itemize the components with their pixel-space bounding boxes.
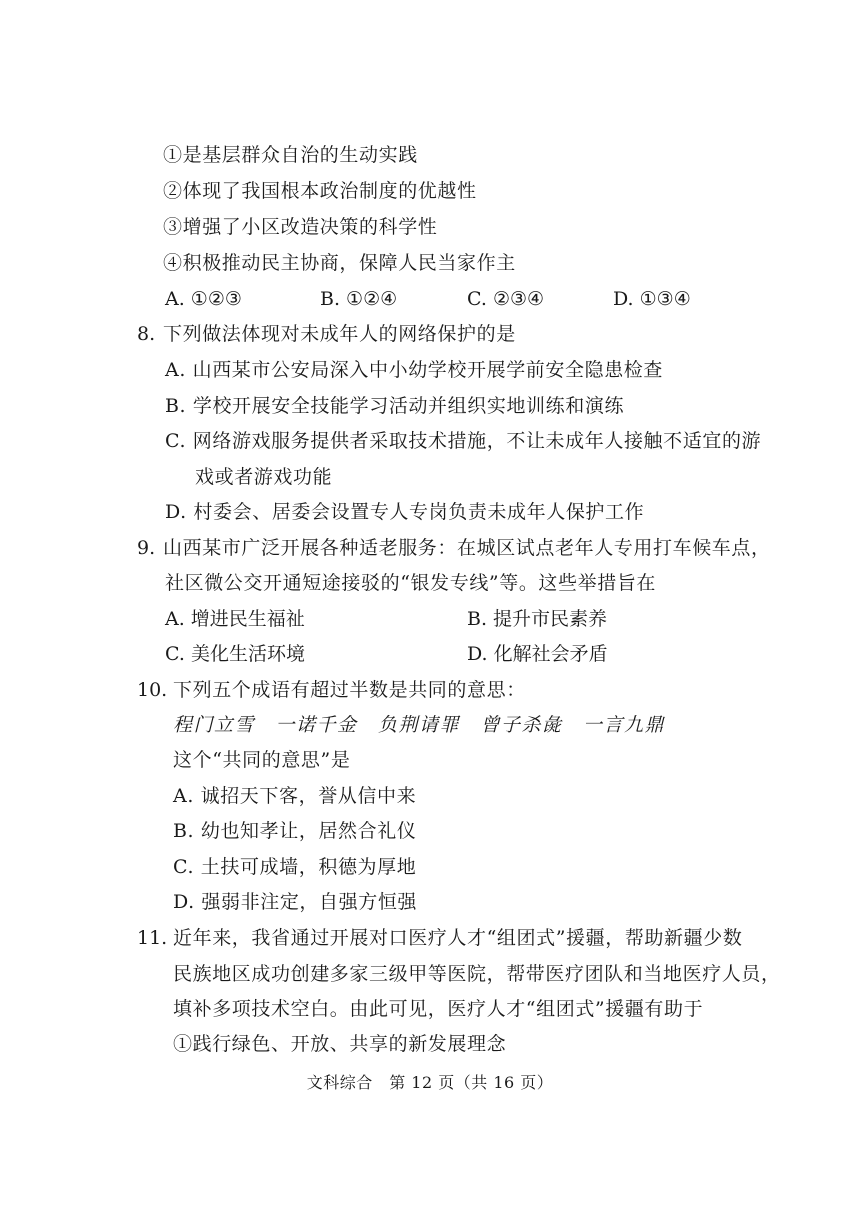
q11-stem-line-1: 近年来，我省通过开展对口医疗人才“组团式”援疆，帮助新疆少数: [173, 927, 743, 949]
q8-option-c-continued: 戏或者游戏功能: [195, 466, 333, 488]
q7-option-c: C. ②③④: [467, 288, 545, 310]
q8-stem: 下列做法体现对未成年人的网络保护的是: [163, 323, 516, 345]
q9-option-b: B. 提升市民素养: [467, 608, 608, 630]
q9-options-row-1: [0, 606, 860, 632]
q8-option-c: C. 网络游戏服务提供者采取技术措施，不让未成年人接触不适宜的游: [165, 430, 762, 452]
q10-stem: 下列五个成语有超过半数是共同的意思：: [173, 679, 526, 701]
page-footer: 文科综合 第 12 页（共 16 页）: [306, 1073, 554, 1092]
q8-option-d: D. 村委会、居委会设置专人专岗负责未成年人保护工作: [165, 501, 645, 523]
q10-option-a: A. 诚招天下客，誉从信中来: [173, 785, 417, 807]
q9-stem-line-1: 山西某市广泛开展各种适老服务：在城区试点老年人专用打车候车点，: [163, 537, 771, 559]
q9-option-d: D. 化解社会矛盾: [467, 643, 608, 665]
q9-option-a: A. 增进民生福祉: [165, 608, 305, 630]
q11-stem-line-2: 民族地区成功创建多家三级甲等医院，帮带医疗团队和当地医疗人员，: [173, 963, 781, 985]
q11-stem-line-3: 填补多项技术空白。由此可见，医疗人才“组团式”援疆有助于: [173, 998, 704, 1020]
q7-statement-4: ④积极推动民主协商，保障人民当家作主: [163, 252, 516, 274]
q10-number: 10.: [137, 679, 168, 701]
q7-option-d: D. ①③④: [613, 288, 691, 310]
q9-options-row-2: [0, 641, 860, 667]
q7-statement-3: ③增强了小区改造决策的科学性: [163, 216, 438, 238]
q9-option-c: C. 美化生活环境: [165, 643, 305, 665]
q8-option-b: B. 学校开展安全技能学习活动并组织实地训练和演练: [165, 395, 625, 417]
q8-number: 8.: [137, 323, 156, 345]
q10-option-c: C. 土扶可成墙，积德为厚地: [173, 856, 417, 878]
q11-statement-1: ①践行绿色、开放、共享的新发展理念: [173, 1033, 507, 1055]
q10-idioms: 程门立雪 一诺千金 负荆请罪 曾子杀彘 一言九鼎: [173, 714, 666, 736]
q10-option-d: D. 强弱非注定，自强方恒强: [173, 891, 418, 913]
q10-prompt: 这个“共同的意思”是: [173, 749, 351, 771]
q10-option-b: B. 幼也知孝让，居然合礼仪: [173, 820, 417, 842]
q9-number: 9.: [137, 537, 156, 559]
q8-option-a: A. 山西某市公安局深入中小幼学校开展学前安全隐患检查: [165, 359, 664, 381]
q7-option-a: A. ①②③: [165, 288, 242, 310]
q7-statement-1: ①是基层群众自治的生动实践: [163, 144, 418, 166]
q7-option-b: B. ①②④: [320, 288, 398, 310]
q7-statement-2: ②体现了我国根本政治制度的优越性: [163, 180, 477, 202]
q7-options: [0, 286, 860, 312]
q9-stem-line-2: 社区微公交开通短途接驳的“银发专线”等。这些举措旨在: [165, 572, 657, 594]
q11-number: 11.: [137, 927, 168, 949]
